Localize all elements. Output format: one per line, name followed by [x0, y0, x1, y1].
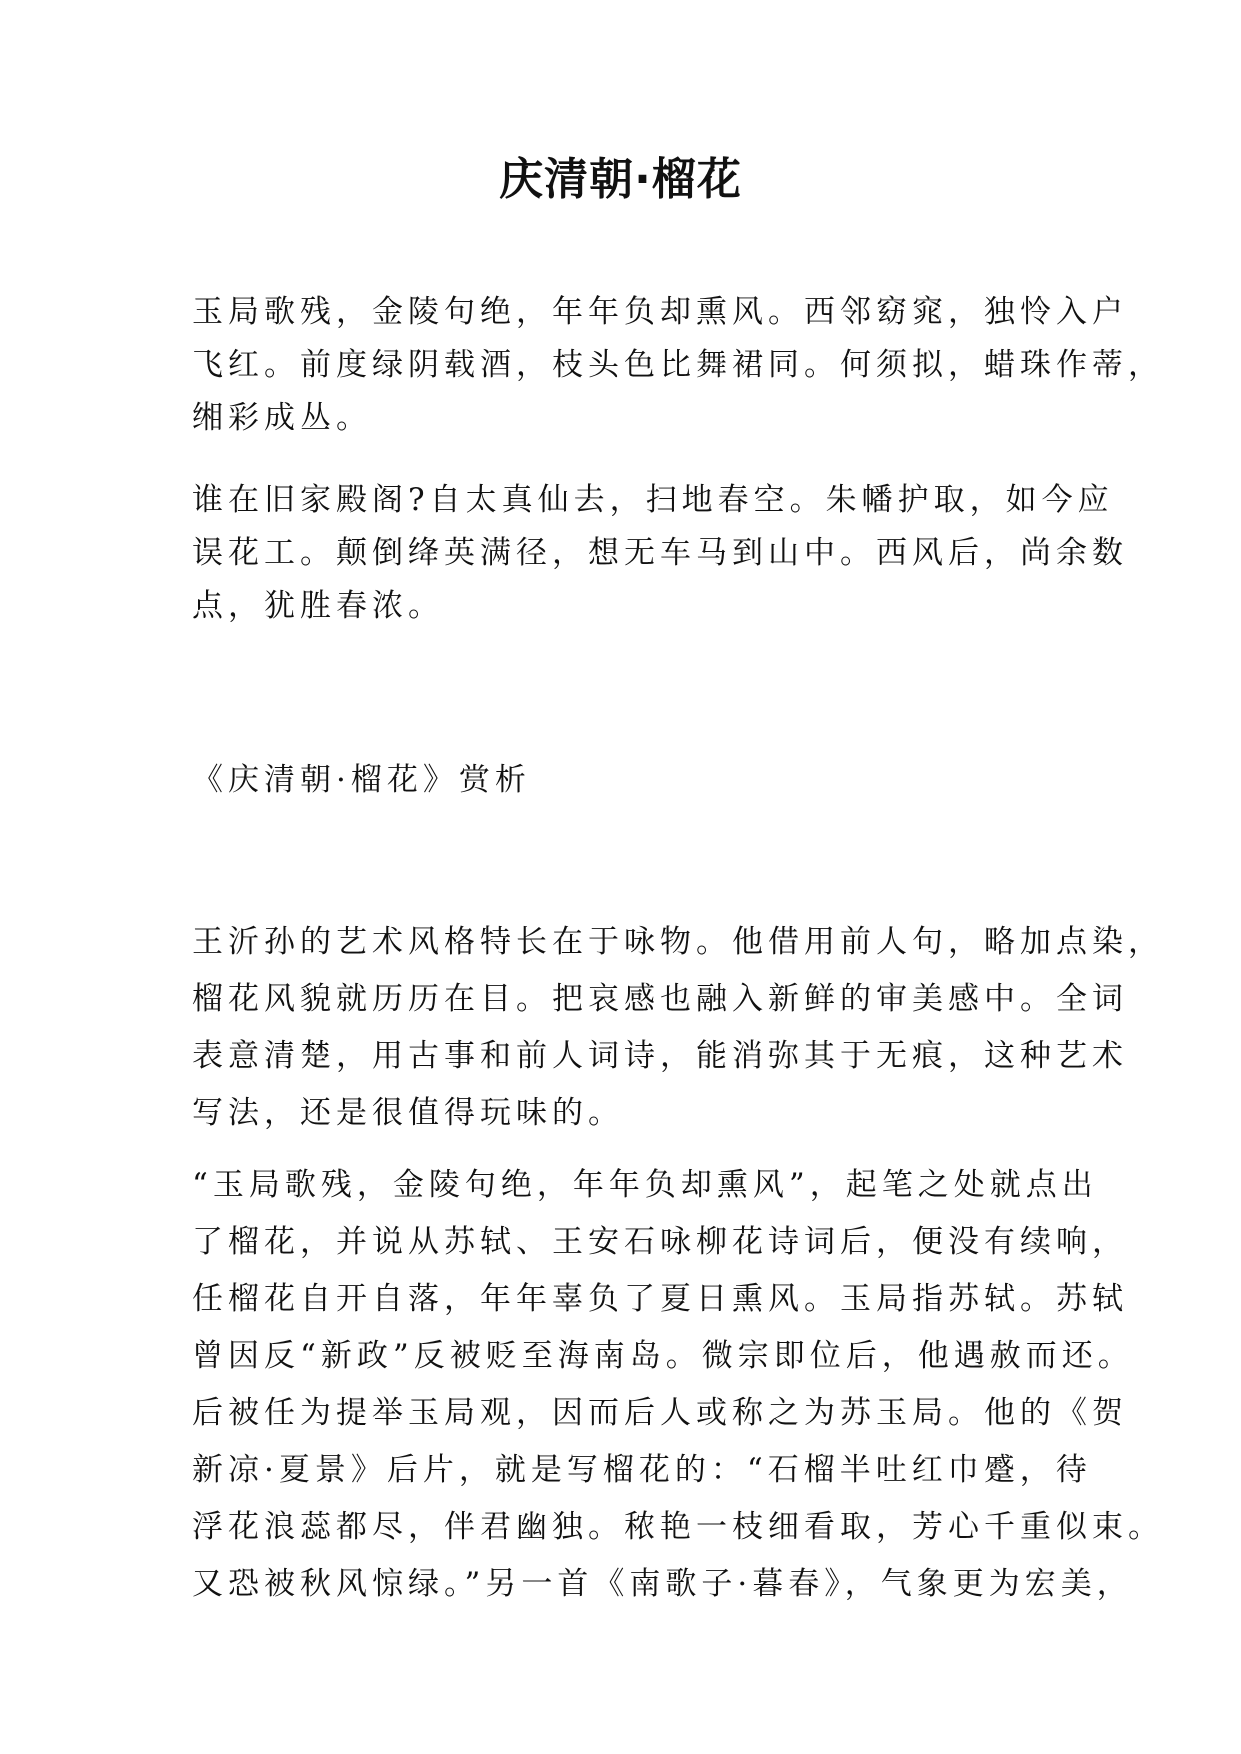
analysis-line: 后被任为提举玉局观，因而后人或称之为苏玉局。他的《贺 [192, 1395, 1128, 1431]
analysis-line: 浮花浪蕊都尽，伴君幽独。秾艳一枝细看取，芳心千重似束。 [192, 1509, 1164, 1545]
analysis-heading: 《庆清朝·榴花》赏析 [192, 762, 531, 798]
poem-line: 飞红。前度绿阴载酒，枝头色比舞裙同。何须拟，蜡珠作蒂， [192, 347, 1164, 383]
poem-line: 点，犹胜春浓。 [192, 588, 444, 624]
analysis-line: 了榴花，并说从苏轼、王安石咏柳花诗词后，便没有续响， [192, 1224, 1128, 1260]
page-title: 庆清朝·榴花 [499, 154, 742, 205]
analysis-line: 榴花风貌就历历在目。把哀感也融入新鲜的审美感中。全词 [192, 981, 1128, 1017]
analysis-line: 曾因反“新政”反被贬至海南岛。微宗即位后，他遇赦而还。 [192, 1338, 1134, 1374]
analysis-line: 新凉·夏景》后片，就是写榴花的：“石榴半吐红巾蹙，待 [192, 1452, 1092, 1488]
analysis-line: 又恐被秋风惊绿。”另一首《南歌子·暮春》，气象更为宏美， [192, 1566, 1133, 1602]
poem-line: 误花工。颠倒绛英满径，想无车马到山中。西风后，尚余数 [192, 535, 1128, 571]
poem-line: 玉局歌残，金陵句绝，年年负却熏风。西邻窈窕，独怜入户 [192, 294, 1128, 330]
analysis-line: 写法，还是很值得玩味的。 [192, 1095, 624, 1131]
analysis-line: “玉局歌残，金陵句绝，年年负却熏风”，起笔之处就点出 [192, 1167, 1098, 1203]
poem-line: 谁在旧家殿阁?自太真仙去，扫地春空。朱幡护取，如今应 [192, 482, 1114, 518]
analysis-line: 王沂孙的艺术风格特长在于咏物。他借用前人句，略加点染， [192, 924, 1164, 960]
analysis-line: 表意清楚，用古事和前人词诗，能消弥其于无痕，这种艺术 [192, 1038, 1128, 1074]
poem-line: 缃彩成丛。 [192, 400, 372, 436]
analysis-line: 任榴花自开自落，年年辜负了夏日熏风。玉局指苏轼。苏轼 [192, 1281, 1128, 1317]
